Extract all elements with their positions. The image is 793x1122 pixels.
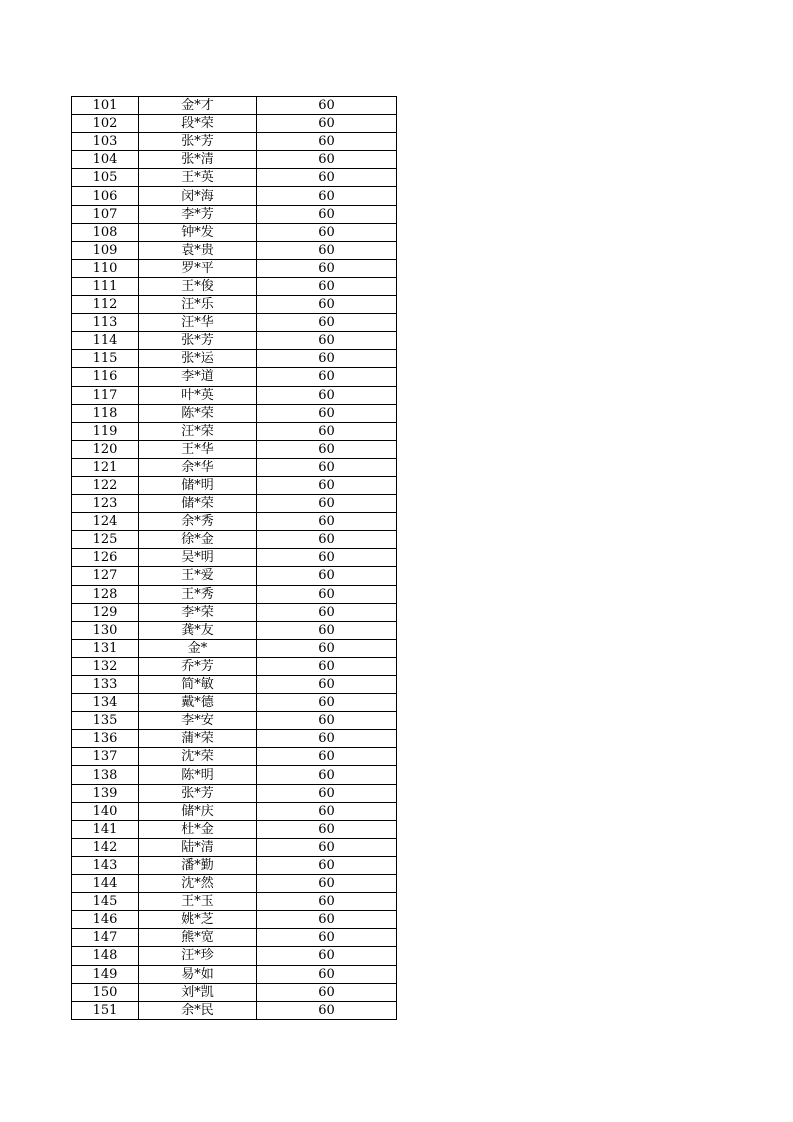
score-cell: 60 (257, 368, 397, 386)
table-row (72, 187, 397, 205)
name-cell: 李*荣 (139, 603, 257, 621)
data-table (71, 96, 397, 1020)
row-number-cell: 104 (72, 151, 139, 169)
score-cell: 60 (257, 97, 397, 115)
row-number-cell: 114 (72, 332, 139, 350)
name-cell: 戴*德 (139, 694, 257, 712)
name-cell: 袁*贵 (139, 241, 257, 259)
score-cell: 60 (257, 151, 397, 169)
row-number-cell: 112 (72, 296, 139, 314)
table-row (72, 332, 397, 350)
name-cell: 汪*华 (139, 314, 257, 332)
score-cell: 60 (257, 223, 397, 241)
row-number-cell: 150 (72, 983, 139, 1001)
name-cell: 沈*然 (139, 875, 257, 893)
row-number-cell: 118 (72, 404, 139, 422)
name-cell: 汪*荣 (139, 422, 257, 440)
score-cell: 60 (257, 513, 397, 531)
name-cell: 李*安 (139, 712, 257, 730)
score-cell: 60 (257, 893, 397, 911)
row-number-cell: 113 (72, 314, 139, 332)
score-cell: 60 (257, 277, 397, 295)
score-cell: 60 (257, 585, 397, 603)
row-number-cell: 105 (72, 169, 139, 187)
score-cell: 60 (257, 133, 397, 151)
score-cell: 60 (257, 712, 397, 730)
row-number-cell: 101 (72, 97, 139, 115)
row-number-cell: 147 (72, 929, 139, 947)
table-row (72, 458, 397, 476)
table-row (72, 205, 397, 223)
name-cell: 王*英 (139, 169, 257, 187)
table-row (72, 676, 397, 694)
name-cell: 罗*平 (139, 259, 257, 277)
score-cell: 60 (257, 259, 397, 277)
table-row (72, 368, 397, 386)
table-row (72, 314, 397, 332)
table-row (72, 621, 397, 639)
table-row (72, 694, 397, 712)
table-row (72, 784, 397, 802)
score-cell: 60 (257, 766, 397, 784)
table-row (72, 151, 397, 169)
name-cell: 段*荣 (139, 115, 257, 133)
table-row (72, 277, 397, 295)
table-body (72, 97, 397, 1020)
row-number-cell: 106 (72, 187, 139, 205)
score-cell: 60 (257, 676, 397, 694)
row-number-cell: 109 (72, 241, 139, 259)
row-number-cell: 116 (72, 368, 139, 386)
score-cell: 60 (257, 875, 397, 893)
name-cell: 陆*清 (139, 838, 257, 856)
name-cell: 潘*勤 (139, 856, 257, 874)
table-row (72, 748, 397, 766)
name-cell: 汪*乐 (139, 296, 257, 314)
name-cell: 陈*明 (139, 766, 257, 784)
name-cell: 简*敏 (139, 676, 257, 694)
table-row (72, 838, 397, 856)
score-cell: 60 (257, 929, 397, 947)
name-cell: 金* (139, 639, 257, 657)
table-row (72, 965, 397, 983)
name-cell: 余*民 (139, 1001, 257, 1019)
row-number-cell: 151 (72, 1001, 139, 1019)
table-row (72, 495, 397, 513)
score-cell: 60 (257, 296, 397, 314)
name-cell: 张*清 (139, 151, 257, 169)
row-number-cell: 142 (72, 838, 139, 856)
score-cell: 60 (257, 820, 397, 838)
name-cell: 李*芳 (139, 205, 257, 223)
table-row (72, 223, 397, 241)
row-number-cell: 131 (72, 639, 139, 657)
row-number-cell: 107 (72, 205, 139, 223)
row-number-cell: 130 (72, 621, 139, 639)
table-row (72, 657, 397, 675)
score-cell: 60 (257, 531, 397, 549)
table-row (72, 856, 397, 874)
score-cell: 60 (257, 965, 397, 983)
table-row (72, 983, 397, 1001)
score-cell: 60 (257, 241, 397, 259)
table-row (72, 639, 397, 657)
table-row (72, 947, 397, 965)
name-cell: 吴*明 (139, 549, 257, 567)
table-row (72, 549, 397, 567)
row-number-cell: 141 (72, 820, 139, 838)
table-row (72, 422, 397, 440)
score-cell: 60 (257, 621, 397, 639)
row-number-cell: 123 (72, 495, 139, 513)
name-cell: 金*才 (139, 97, 257, 115)
table-row (72, 350, 397, 368)
row-number-cell: 128 (72, 585, 139, 603)
row-number-cell: 137 (72, 748, 139, 766)
row-number-cell: 129 (72, 603, 139, 621)
score-cell: 60 (257, 567, 397, 585)
row-number-cell: 146 (72, 911, 139, 929)
score-cell: 60 (257, 495, 397, 513)
table-row (72, 133, 397, 151)
score-cell: 60 (257, 947, 397, 965)
name-cell: 钟*发 (139, 223, 257, 241)
table-row (72, 241, 397, 259)
score-cell: 60 (257, 458, 397, 476)
table-row (72, 585, 397, 603)
name-cell: 沈*荣 (139, 748, 257, 766)
name-cell: 王*玉 (139, 893, 257, 911)
name-cell: 余*秀 (139, 513, 257, 531)
row-number-cell: 139 (72, 784, 139, 802)
score-cell: 60 (257, 440, 397, 458)
name-cell: 张*芳 (139, 784, 257, 802)
row-number-cell: 125 (72, 531, 139, 549)
table-row (72, 603, 397, 621)
name-cell: 姚*芝 (139, 911, 257, 929)
row-number-cell: 117 (72, 386, 139, 404)
row-number-cell: 143 (72, 856, 139, 874)
name-cell: 王*爱 (139, 567, 257, 585)
name-cell: 王*秀 (139, 585, 257, 603)
name-cell: 叶*英 (139, 386, 257, 404)
row-number-cell: 133 (72, 676, 139, 694)
score-cell: 60 (257, 856, 397, 874)
table-row (72, 531, 397, 549)
score-cell: 60 (257, 603, 397, 621)
row-number-cell: 122 (72, 476, 139, 494)
row-number-cell: 121 (72, 458, 139, 476)
score-cell: 60 (257, 205, 397, 223)
table-row (72, 567, 397, 585)
score-cell: 60 (257, 748, 397, 766)
row-number-cell: 144 (72, 875, 139, 893)
table-row (72, 820, 397, 838)
table-row (72, 296, 397, 314)
score-cell: 60 (257, 639, 397, 657)
row-number-cell: 108 (72, 223, 139, 241)
table-row (72, 476, 397, 494)
score-cell: 60 (257, 350, 397, 368)
name-cell: 王*华 (139, 440, 257, 458)
score-cell: 60 (257, 694, 397, 712)
row-number-cell: 111 (72, 277, 139, 295)
row-number-cell: 149 (72, 965, 139, 983)
name-cell: 闵*海 (139, 187, 257, 205)
score-cell: 60 (257, 187, 397, 205)
score-cell: 60 (257, 314, 397, 332)
name-cell: 杜*金 (139, 820, 257, 838)
name-cell: 易*如 (139, 965, 257, 983)
score-cell: 60 (257, 476, 397, 494)
name-cell: 李*道 (139, 368, 257, 386)
score-cell: 60 (257, 1001, 397, 1019)
table-row (72, 911, 397, 929)
row-number-cell: 135 (72, 712, 139, 730)
name-cell: 刘*凯 (139, 983, 257, 1001)
row-number-cell: 110 (72, 259, 139, 277)
table-row (72, 730, 397, 748)
row-number-cell: 134 (72, 694, 139, 712)
score-cell: 60 (257, 404, 397, 422)
score-cell: 60 (257, 784, 397, 802)
name-cell: 龚*友 (139, 621, 257, 639)
score-cell: 60 (257, 983, 397, 1001)
row-number-cell: 103 (72, 133, 139, 151)
name-cell: 陈*荣 (139, 404, 257, 422)
name-cell: 熊*宽 (139, 929, 257, 947)
table-row (72, 875, 397, 893)
row-number-cell: 148 (72, 947, 139, 965)
name-cell: 张*芳 (139, 332, 257, 350)
row-number-cell: 119 (72, 422, 139, 440)
table-row (72, 97, 397, 115)
table-row (72, 404, 397, 422)
table-row (72, 766, 397, 784)
name-cell: 储*荣 (139, 495, 257, 513)
score-cell: 60 (257, 422, 397, 440)
name-cell: 蒲*荣 (139, 730, 257, 748)
score-cell: 60 (257, 730, 397, 748)
table-row (72, 929, 397, 947)
score-cell: 60 (257, 332, 397, 350)
table-row (72, 513, 397, 531)
name-cell: 储*庆 (139, 802, 257, 820)
row-number-cell: 126 (72, 549, 139, 567)
name-cell: 张*芳 (139, 133, 257, 151)
table-row (72, 802, 397, 820)
row-number-cell: 145 (72, 893, 139, 911)
table-row (72, 115, 397, 133)
table-row (72, 386, 397, 404)
table-row (72, 893, 397, 911)
table-row (72, 169, 397, 187)
score-cell: 60 (257, 657, 397, 675)
score-cell: 60 (257, 169, 397, 187)
row-number-cell: 120 (72, 440, 139, 458)
score-cell: 60 (257, 386, 397, 404)
row-number-cell: 136 (72, 730, 139, 748)
row-number-cell: 140 (72, 802, 139, 820)
row-number-cell: 132 (72, 657, 139, 675)
name-cell: 张*运 (139, 350, 257, 368)
score-cell: 60 (257, 838, 397, 856)
name-cell: 徐*金 (139, 531, 257, 549)
row-number-cell: 102 (72, 115, 139, 133)
score-cell: 60 (257, 115, 397, 133)
name-cell: 储*明 (139, 476, 257, 494)
row-number-cell: 138 (72, 766, 139, 784)
score-cell: 60 (257, 549, 397, 567)
name-cell: 汪*珍 (139, 947, 257, 965)
table-row (72, 259, 397, 277)
row-number-cell: 115 (72, 350, 139, 368)
table-row (72, 1001, 397, 1019)
name-cell: 王*俊 (139, 277, 257, 295)
row-number-cell: 127 (72, 567, 139, 585)
row-number-cell: 124 (72, 513, 139, 531)
table-row (72, 712, 397, 730)
name-cell: 乔*芳 (139, 657, 257, 675)
table-row (72, 440, 397, 458)
score-cell: 60 (257, 802, 397, 820)
score-cell: 60 (257, 911, 397, 929)
name-cell: 余*华 (139, 458, 257, 476)
